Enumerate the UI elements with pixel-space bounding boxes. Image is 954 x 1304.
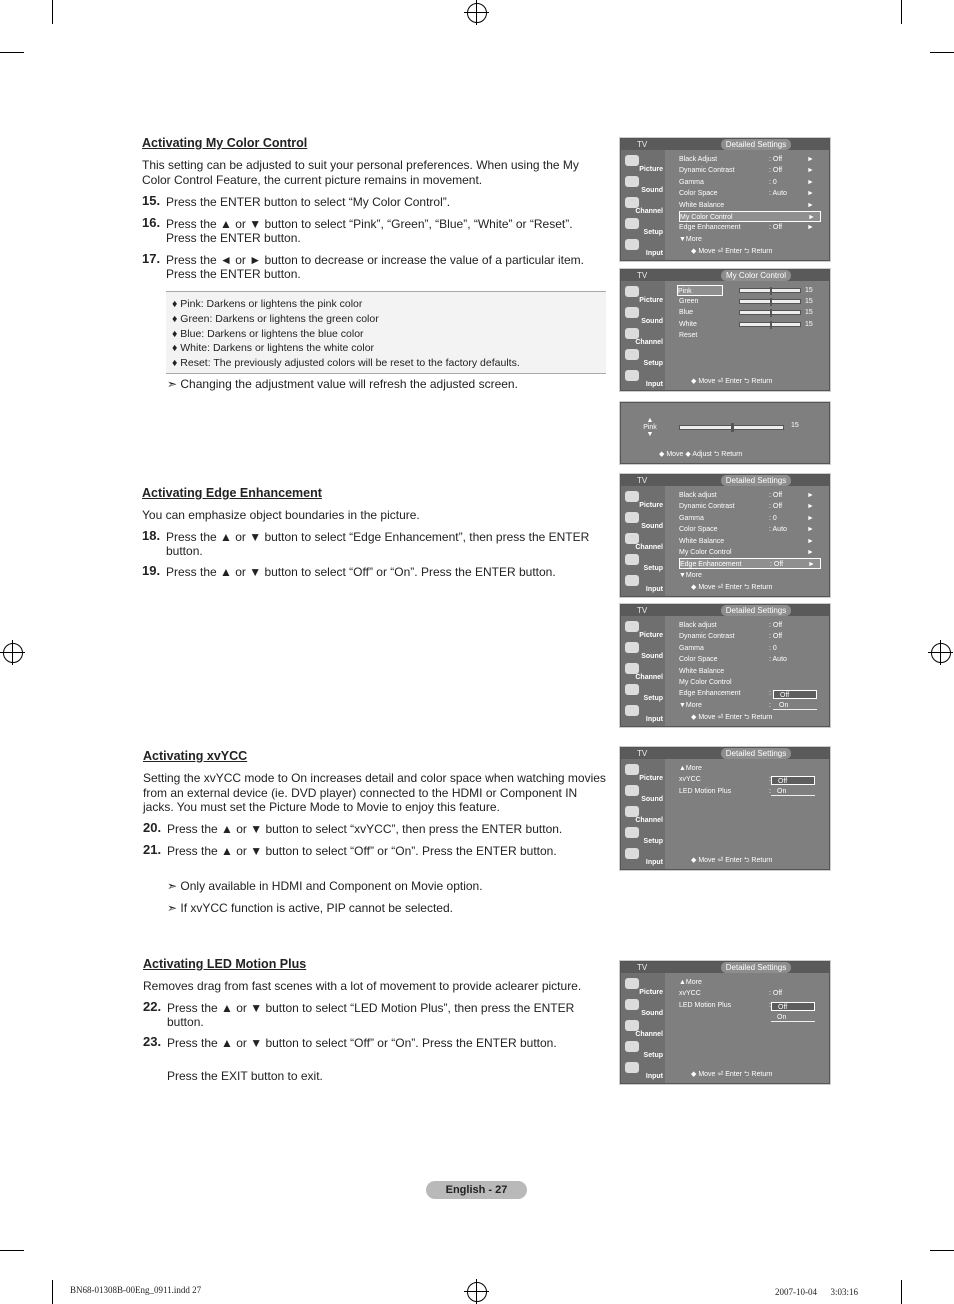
osd-menu-row: Dynamic Contrast : Off (679, 633, 783, 641)
note-item: ♦ Pink: Darkens or lightens the pink color (172, 298, 363, 310)
osd-menu-row: ▲More (679, 979, 702, 986)
osd-sidebar-label: Picture (639, 989, 663, 996)
menu-icon (625, 978, 639, 989)
osd-menu-row: My Color Control ► (679, 549, 814, 556)
osd-detailed-settings: TV Detailed Settings Picture Sound Channel Setup Input ◆ Move ⏎ Enter ⮌ Return Black adjust : Off ► Dynamic Contrast : Off ► Gamma : 0 ► Color Space : Auto ► White Balance ► My Color Control ► Edge Enhancement : Off ► ▼More (620, 474, 830, 597)
note-item: ♦ White: Darkens or lightens the white color (172, 342, 375, 355)
osd-menu-row: xvYCC : (679, 776, 771, 784)
crop-mark (901, 0, 902, 24)
osd-sidebar-item (624, 552, 664, 572)
osd-sidebar-label: Input (645, 381, 663, 388)
osd-menu-row: Dynamic Contrast : Off ► (679, 503, 814, 511)
osd-sidebar-item (624, 682, 664, 702)
menu-icon (625, 785, 639, 796)
menu-icon (625, 806, 639, 817)
osd-sidebar-label: Sound (641, 187, 663, 194)
osd-sidebar-label: Sound (641, 523, 663, 530)
registration-mark-icon (3, 643, 23, 663)
menu-icon (625, 370, 639, 381)
menu-icon (625, 827, 639, 838)
osd-detailed-settings: TV Detailed Settings Picture Sound Channel Setup Input ◆ Move ⏎ Enter ⮌ Return Black Adjust : Off ► Dynamic Contrast : Off ► Gamma : 0 ► Color Space : Auto ► White Balance ► My Color Control ► Edge Enhancement : Off ► ▼More (620, 138, 830, 261)
osd-sidebar-item (624, 195, 664, 215)
menu-icon (625, 1062, 639, 1073)
osd-sidebar-label: Setup (643, 838, 663, 845)
registration-mark-icon (467, 1282, 487, 1302)
osd-menu-row: Color Space : Auto (679, 656, 787, 664)
menu-icon (625, 621, 639, 632)
menu-icon (625, 575, 639, 586)
osd-sidebar-label: Channel (635, 674, 663, 681)
crop-mark (0, 52, 24, 53)
osd-sidebar (621, 281, 665, 390)
step: 19. Press the ▲ or ▼ button to select “Off” or “On”. Press the ENTER button. (142, 563, 556, 579)
step: 20. Press the ▲ or ▼ button to select “xvYCC”, then press the ENTER button. (143, 820, 563, 836)
osd-menu-row: My Color Control ► (679, 211, 821, 222)
note-item: ♦ Blue: Darkens or lightens the blue color (172, 327, 364, 340)
menu-icon (625, 764, 639, 775)
osd-menu-row: Edge Enhancement : Off ► (679, 558, 821, 569)
osd-led-motion-plus: TV Detailed Settings Picture Sound Channel Setup Input Off On ◆ Move ⏎ Enter ⮌ Return ▲More xvYCC : Off LED Motion Plus : (620, 961, 830, 1084)
osd-menu-row: Gamma : 0 ► (679, 514, 814, 522)
osd-pink-adjust: ▲ Pink ▼ 15 ◆ Move ◆ Adjust ⮌ Return (620, 402, 830, 464)
osd-sidebar-item (624, 216, 664, 236)
menu-icon (625, 286, 639, 297)
osd-sidebar-item (624, 510, 664, 530)
step: 17. Press the ◄ or ► button to decrease or increase the value of a particular item. Press the ENTER button. (142, 251, 584, 281)
osd-sidebar-label: Sound (641, 1010, 663, 1017)
osd-menu-row: LED Motion Plus : (679, 1001, 771, 1009)
osd-sidebar-label: Picture (639, 775, 663, 782)
intro-text: You can emphasize object boundaries in the picture. (142, 508, 420, 522)
crop-mark (901, 1280, 902, 1304)
osd-menu-row: Gamma : 0 ► (679, 178, 814, 186)
step: 22. Press the ▲ or ▼ button to select “LED Motion Plus”, then press the ENTER button. (143, 999, 575, 1029)
osd-menu-row: Color Space : Auto ► (679, 190, 814, 198)
osd-sidebar-item (624, 531, 664, 551)
osd-sidebar-label: Input (645, 859, 663, 866)
menu-icon (625, 491, 639, 502)
menu-icon (625, 848, 639, 859)
menu-icon (625, 512, 639, 523)
step: 23. Press the ▲ or ▼ button to select “Off” or “On”. Press the ENTER button. (143, 1034, 557, 1050)
crop-mark (930, 1250, 954, 1251)
osd-sidebar-label: Channel (635, 817, 663, 824)
osd-sidebar-item (624, 153, 664, 173)
note-box (166, 291, 606, 374)
menu-icon (625, 1020, 639, 1031)
crop-mark (52, 1280, 53, 1304)
section-title: Activating xvYCC (143, 749, 248, 763)
osd-sidebar-label: Setup (643, 360, 663, 367)
osd-sidebar-label: Input (645, 250, 663, 257)
osd-menu-row: ▼More (679, 235, 702, 243)
osd-sidebar-item (624, 237, 664, 257)
osd-sidebar-item (624, 284, 664, 304)
osd-sidebar-item (624, 783, 664, 803)
osd-menu-row: White Balance ► (679, 201, 814, 209)
osd-sidebar-item (624, 1039, 664, 1059)
slug-right: 2007-10-04 3:03:16 (775, 1287, 858, 1297)
intro-text: Removes drag from fast scenes with a lot of movement to provide aclearer picture. (143, 979, 582, 993)
section-title: Activating LED Motion Plus (143, 957, 307, 971)
osd-menu-row: LED Motion Plus : (679, 787, 771, 795)
osd-sidebar-item (624, 825, 664, 845)
osd-sidebar-label: Channel (635, 339, 663, 346)
osd-sidebar-item (624, 619, 664, 639)
osd-sidebar (621, 616, 665, 726)
osd-sidebar-item (624, 326, 664, 346)
osd-sidebar-label: Setup (643, 229, 663, 236)
osd-sidebar-item (624, 997, 664, 1017)
osd-sidebar (621, 973, 665, 1083)
crop-mark (930, 52, 954, 53)
tip-text: ➣ Only available in HDMI and Component on Movie option. (167, 879, 483, 893)
tip-text: ➣ If xvYCC function is active, PIP cannot be selected. (167, 901, 453, 915)
osd-sidebar (621, 150, 665, 260)
osd-menu-row: White Balance (679, 667, 725, 675)
osd-sidebar (621, 759, 665, 869)
menu-icon (625, 663, 639, 674)
osd-menu-row: ▼More (679, 571, 702, 579)
menu-icon (625, 218, 639, 229)
osd-sidebar-label: Picture (639, 502, 663, 509)
osd-menu-row: ▲More (679, 765, 702, 772)
osd-sidebar (621, 486, 665, 596)
osd-menu-row: Dynamic Contrast : Off ► (679, 167, 814, 175)
menu-icon (625, 197, 639, 208)
osd-sidebar-label: Setup (643, 565, 663, 572)
osd-menu-row: Edge Enhancement : (679, 690, 771, 698)
page-number: English - 27 (426, 1181, 527, 1199)
menu-icon (625, 642, 639, 653)
osd-sidebar-item (624, 573, 664, 593)
osd-menu-row: Black adjust : Off (679, 622, 783, 629)
osd-menu-row: Black Adjust : Off ► (679, 156, 814, 163)
osd-sidebar-item (624, 1060, 664, 1080)
osd-menu-row: xvYCC : Off (679, 990, 783, 998)
menu-icon (625, 307, 639, 318)
section-title: Activating Edge Enhancement (142, 486, 322, 500)
step: 15. Press the ENTER button to select “My Color Control”. (142, 193, 451, 209)
osd-sidebar-label: Sound (641, 318, 663, 325)
menu-icon (625, 554, 639, 565)
osd-sidebar-item (624, 1018, 664, 1038)
osd-menu-row: Color Space : Auto ► (679, 526, 814, 534)
osd-menu-row: Black adjust : Off ► (679, 492, 814, 499)
slug-left: BN68-01308B-00Eng_0911.indd 27 (70, 1285, 202, 1295)
menu-icon (625, 533, 639, 544)
osd-sidebar-label: Sound (641, 653, 663, 660)
menu-icon (625, 684, 639, 695)
osd-sidebar-item (624, 846, 664, 866)
osd-sidebar-item (624, 305, 664, 325)
osd-sidebar-label: Picture (639, 297, 663, 304)
step: 16. Press the ▲ or ▼ button to select “Pink”, “Green”, “Blue”, “White” or “Reset”. Press the ENTER button. (142, 215, 573, 245)
osd-sidebar-item (624, 489, 664, 509)
osd-sidebar-item (624, 976, 664, 996)
osd-sidebar-item (624, 640, 664, 660)
osd-sidebar-item (624, 661, 664, 681)
crop-mark (0, 1250, 24, 1251)
osd-menu-row: White Balance ► (679, 537, 814, 545)
registration-mark-icon (467, 3, 487, 23)
menu-icon (625, 1041, 639, 1052)
osd-my-color-control: TV My Color Control Picture Sound Channel Setup Input Pink Green Blue White Reset 15 15 15 15 ◆ Move ⏎ Enter ⮌ Return (620, 269, 830, 391)
menu-icon (625, 349, 639, 360)
osd-sidebar-label: Input (645, 586, 663, 593)
intro-text: Setting the xvYCC mode to On increases detail and color space when watching movies from an external device (ie. DVD player) connected to the HDMI or Component IN jacks. You must set the Picture Mode to Movie to enjoy this feature. (143, 771, 606, 814)
menu-icon (625, 328, 639, 339)
osd-sidebar-item (624, 174, 664, 194)
step: 21. Press the ▲ or ▼ button to select “Off” or “On”. Press the ENTER button. (143, 842, 557, 858)
crop-mark (52, 0, 53, 24)
menu-icon (625, 155, 639, 166)
note-item: ♦ Green: Darkens or lightens the green color (172, 312, 379, 325)
osd-sidebar-label: Picture (639, 166, 663, 173)
registration-mark-icon (931, 643, 951, 663)
osd-sidebar-label: Channel (635, 544, 663, 551)
osd-sidebar-label: Picture (639, 632, 663, 639)
note-item: ♦ Reset: The previously adjusted colors will be reset to the factory defaults. (172, 357, 520, 370)
menu-icon (625, 999, 639, 1010)
osd-sidebar-item (624, 347, 664, 367)
osd-menu-row: Gamma : 0 (679, 644, 777, 652)
step: 18. Press the ▲ or ▼ button to select “Edge Enhancement”, then press the ENTER button. (142, 528, 590, 558)
osd-sidebar-label: Setup (643, 1052, 663, 1059)
osd-sidebar-label: Channel (635, 1031, 663, 1038)
menu-icon (625, 176, 639, 187)
osd-detailed-settings: TV Detailed Settings Picture Sound Channel Setup Input Off On ◆ Move ⏎ Enter ⮌ Return Black adjust : Off Dynamic Contrast : Off Gamma : 0 Color Space : Auto White Balance My Color Control Edge Enhancement : ▼More : (620, 604, 830, 727)
intro-text: This setting can be adjusted to suit your personal preferences. When using the My Color Control Feature, the current picture remains in movement. (142, 158, 579, 187)
osd-menu-row: ▼More : (679, 701, 771, 709)
osd-sidebar-item (624, 368, 664, 388)
osd-sidebar-label: Sound (641, 796, 663, 803)
exit-text: Press the EXIT button to exit. (167, 1069, 323, 1083)
menu-icon (625, 705, 639, 716)
osd-menu-row: Edge Enhancement : Off ► (679, 224, 814, 232)
osd-menu-row: My Color Control (679, 679, 732, 686)
osd-sidebar-label: Channel (635, 208, 663, 215)
osd-sidebar-item (624, 762, 664, 782)
tip-text: ➣ Changing the adjustment value will refresh the adjusted screen. (167, 377, 518, 391)
osd-sidebar-label: Setup (643, 695, 663, 702)
osd-sidebar-item (624, 804, 664, 824)
osd-sidebar-item (624, 703, 664, 723)
osd-xvycc: TV Detailed Settings Picture Sound Channel Setup Input Off On ◆ Move ⏎ Enter ⮌ Return ▲More xvYCC : LED Motion Plus : (620, 747, 830, 870)
osd-sidebar-label: Input (645, 716, 663, 723)
section-title: Activating My Color Control (142, 136, 308, 150)
osd-sidebar-label: Input (645, 1073, 663, 1080)
menu-icon (625, 239, 639, 250)
